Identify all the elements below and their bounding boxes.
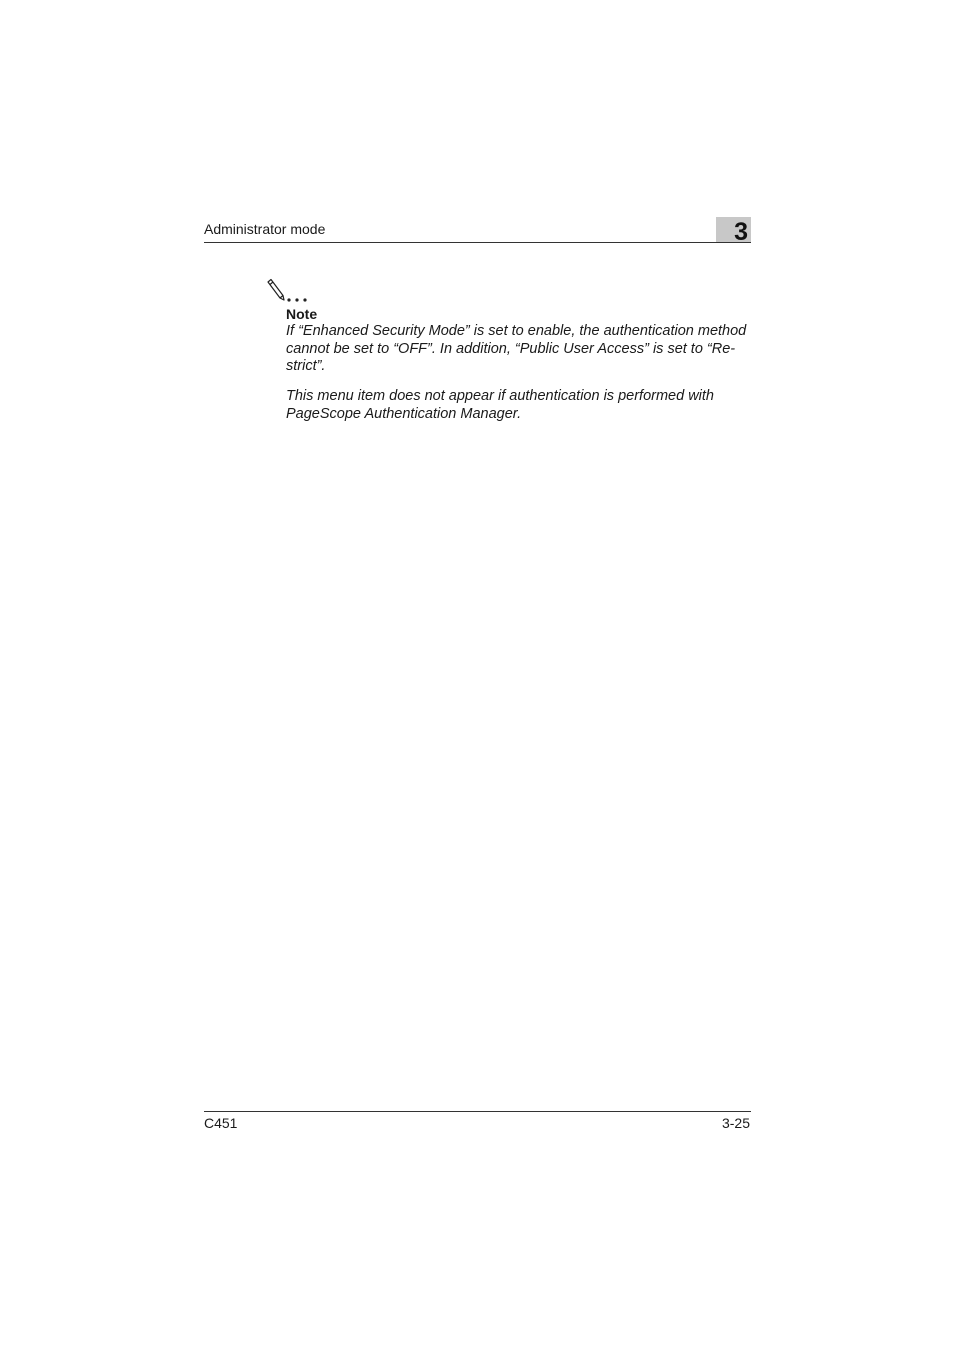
note-heading: Note <box>286 306 318 322</box>
footer-divider <box>204 1111 751 1112</box>
model-name: C451 <box>204 1115 238 1131</box>
pencil-note-icon <box>264 276 314 304</box>
page-number: 3-25 <box>721 1115 750 1131</box>
note-paragraph: This menu item does not appear if authentication is performed with PageScope Authentication Manager. <box>286 388 714 422</box>
chapter-number: 3 <box>734 218 748 246</box>
note-paragraph: If “Enhanced Security Mode” is set to enable, the authentication method cannot be set to “OFF”. In addition, “Public User Access” is set to “Re-strict”. <box>286 323 747 374</box>
header-divider <box>204 242 751 243</box>
section-title: Administrator mode <box>204 221 326 237</box>
chapter-badge <box>716 217 751 246</box>
